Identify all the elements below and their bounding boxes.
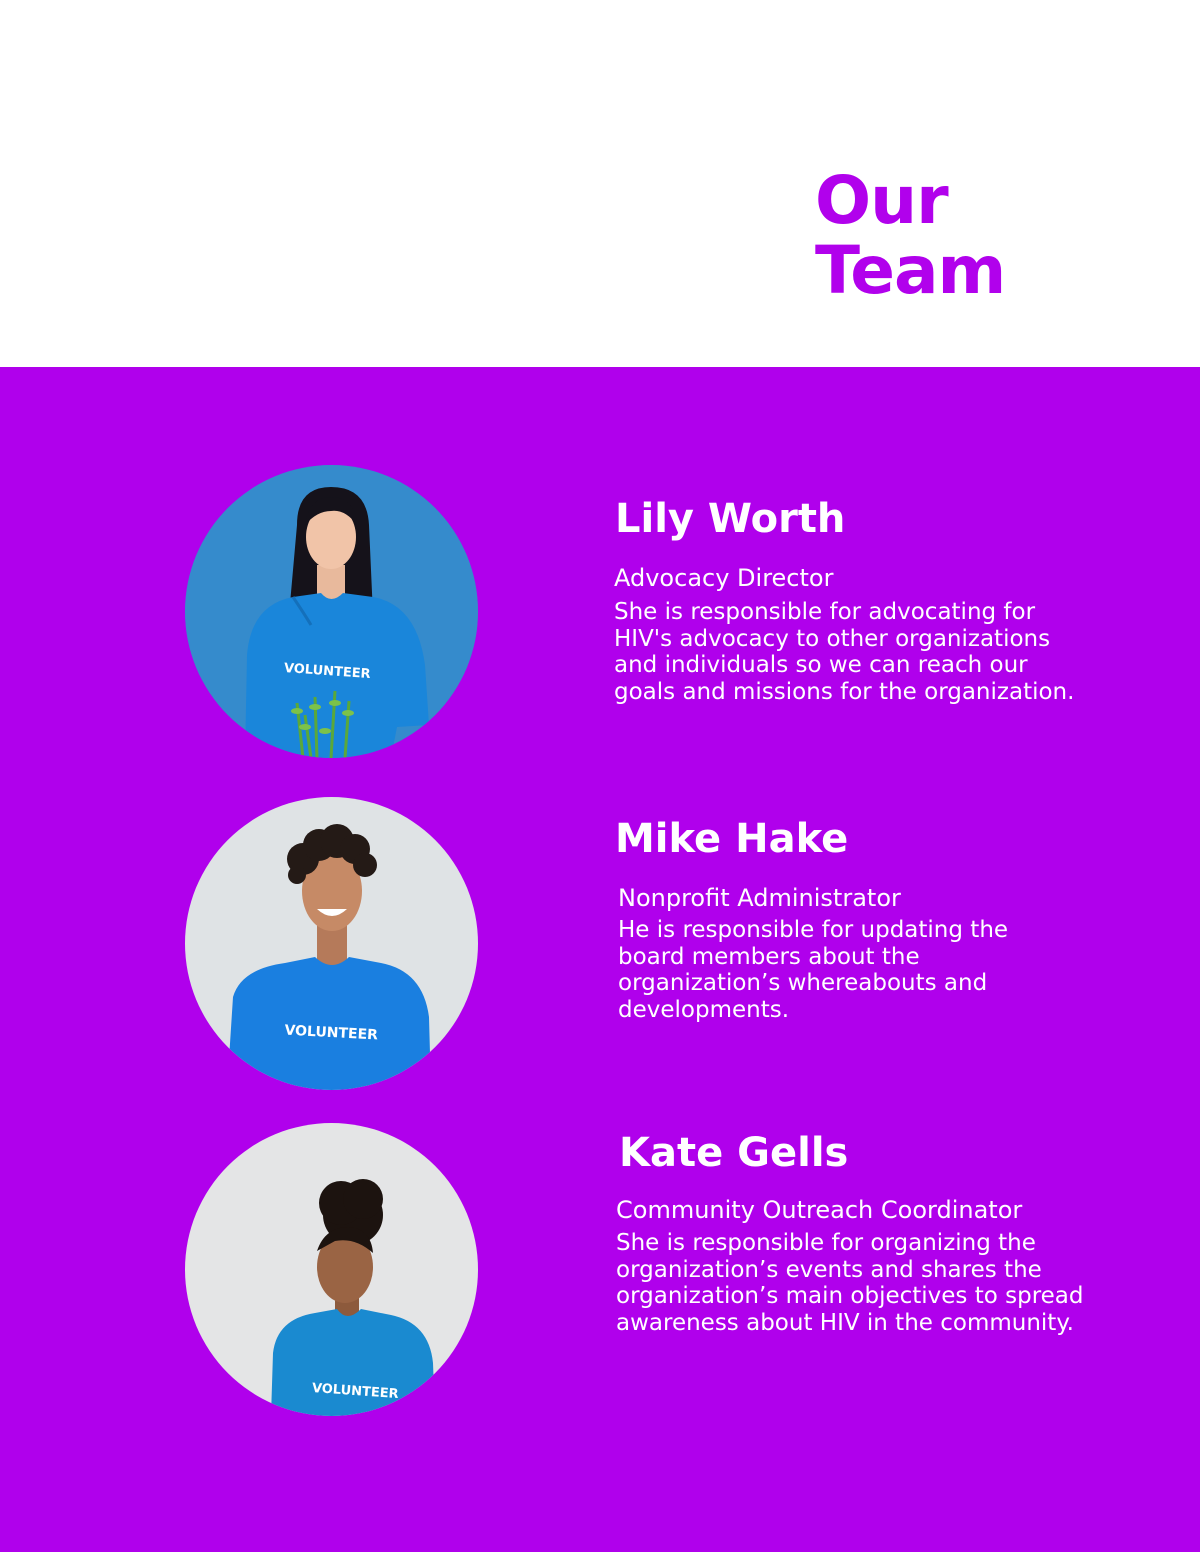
member-photo: [185, 465, 478, 758]
member-role: Community Outreach Coordinator: [616, 1196, 1023, 1224]
member-name: Kate Gells: [619, 1130, 849, 1176]
member-bio: She is responsible for advocating for HIV's advocacy to other organizations and individuals so we can reach our goals and missions for the organization.: [614, 599, 1075, 705]
team-member-mike-hake: [0, 797, 1200, 1097]
member-photo-image: [185, 1123, 478, 1416]
shirt-text: VOLUNTEER: [284, 1022, 379, 1044]
member-bio: She is responsible for organizing the organization’s events and shares the organization’s main objectives to spread awareness about HIV in the community.: [616, 1230, 1084, 1336]
member-name: Lily Worth: [615, 496, 846, 542]
member-name: Mike Hake: [615, 816, 849, 862]
team-section: [0, 367, 1200, 1552]
header: [0, 0, 1200, 367]
page-title: Our Team: [815, 162, 1006, 309]
team-member-lily-worth: [0, 465, 1200, 765]
member-role: Nonprofit Administrator: [618, 884, 901, 912]
member-bio: He is responsible for updating the board members about the organization’s whereabouts and developments.: [618, 917, 1009, 1023]
member-role: Advocacy Director: [614, 564, 834, 592]
member-photo: [185, 1123, 478, 1416]
member-photo-image: [185, 465, 478, 758]
member-photo: [185, 797, 478, 1090]
shirt-text: VOLUNTEER: [283, 661, 372, 683]
team-member-kate-gells: [0, 1123, 1200, 1423]
member-photo-image: [185, 797, 478, 1090]
shirt-text: VOLUNTEER: [311, 1381, 400, 1403]
